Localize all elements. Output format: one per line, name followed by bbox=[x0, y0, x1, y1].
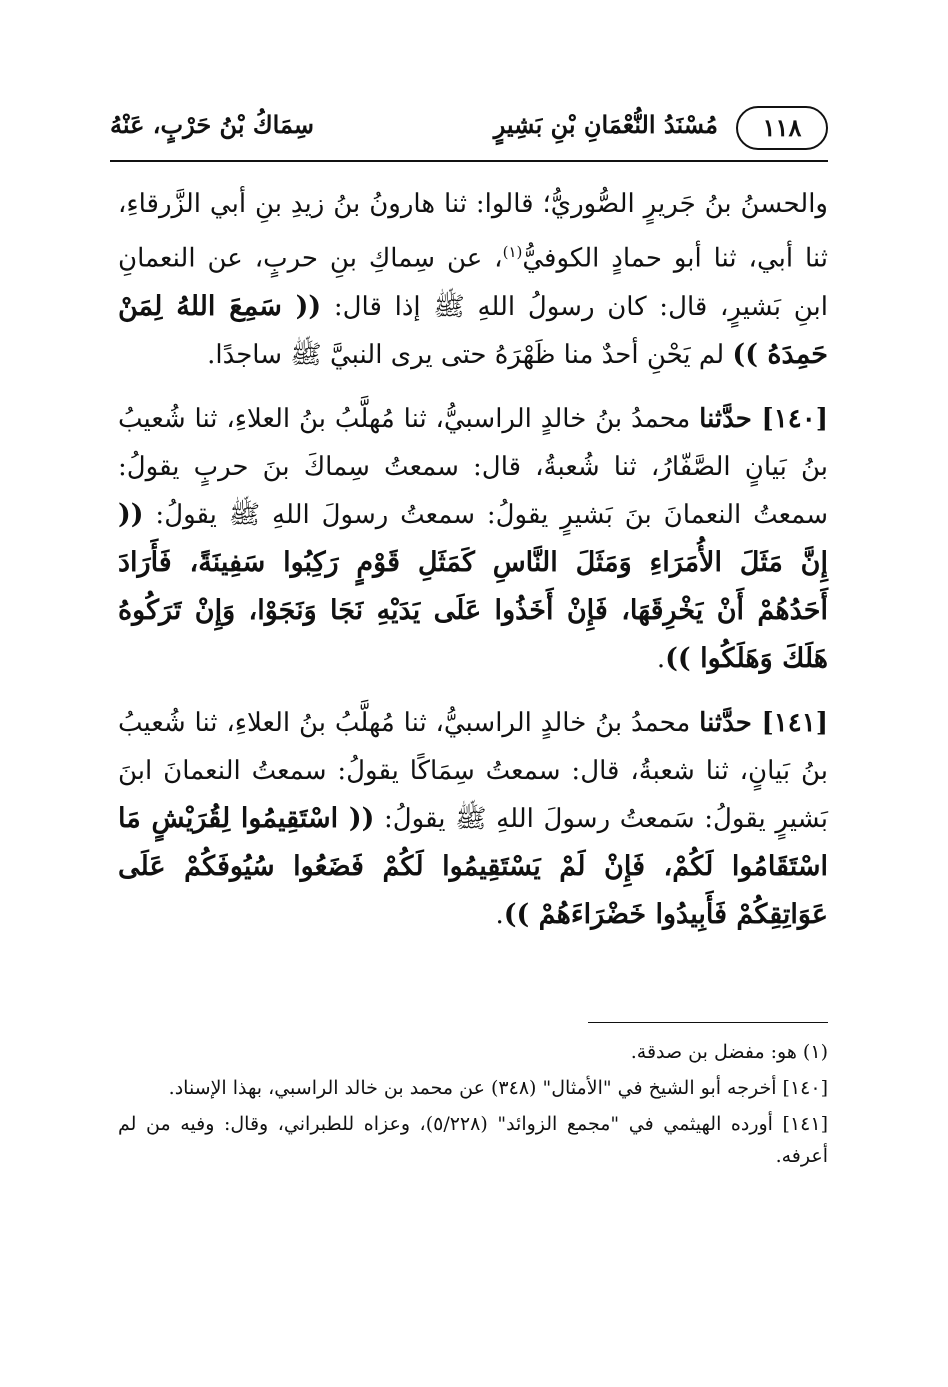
page-header bbox=[110, 100, 828, 156]
footnotes bbox=[118, 1036, 828, 1176]
footnote-marker: (١) bbox=[502, 243, 523, 261]
footnote-1: (١) هو: مفضل بن صدقة. bbox=[630, 1041, 828, 1063]
text-segment: والحسنُ بنُ جَريرٍ الصُّوريُّ؛ قالوا: ثنا هارونُ بنُ زيدِ بنِ أبي الزَّرقاءِ، ثنا أبي، ثنا أبو حمادٍ الكوفيُّ bbox=[118, 189, 829, 274]
paragraph-1 bbox=[118, 180, 828, 379]
header-divider bbox=[110, 160, 828, 162]
hadith-number: [١٤١] حدَّثنا bbox=[699, 707, 829, 738]
section-title: سِمَاكُ بْنُ حَرْبٍ، عَنْهُ bbox=[110, 110, 314, 139]
page-number: ١١٨ bbox=[736, 106, 828, 150]
text-segment: . bbox=[656, 643, 666, 674]
footnote-140: [١٤٠] أخرجه أبو الشيخ في "الأمثال" (٣٤٨) عن محمد بن خالد الراسبي، بهذا الإسناد. bbox=[168, 1077, 828, 1099]
paragraph-141 bbox=[118, 699, 828, 939]
text-segment: ، عن سِماكِ بنِ حربٍ، عن النعمانِ ابنِ بَشيرٍ، قال: كان رسولُ اللهِ ﷺ إذا قال: bbox=[118, 243, 828, 322]
footnote-divider bbox=[588, 1022, 828, 1023]
hadith-number: [١٤٠] حدَّثنا bbox=[699, 403, 829, 434]
hadith-quote: (( اسْتَقِيمُوا لِقُرَيْشٍ مَا اسْتَقَامُوا لَكُمْ، فَإِنْ لَمْ يَسْتَقِيمُوا لَكُمْ فَضَعُوا سُيُوفَكُمْ عَلَى عَوَاتِقِكُمْ فَأَبِيدُوا خَضْرَاءَهُمْ )) bbox=[118, 802, 828, 930]
footnote-141: [١٤١] أورده الهيثمي في "مجمع الزوائد" (٥/٢٢٨)، وعزاه للطبراني، وقال: وفيه من لم أعرفه. bbox=[118, 1113, 828, 1167]
isnad-text: محمدُ بنُ خالدٍ الراسبيُّ، ثنا مُهلَّبُ بنُ العلاءِ، ثنا شُعيبُ بنُ بَيانٍ الصَّفّارُ، ثنا شُعبةُ، قال: سمعتُ سِماكَ بنَ حربٍ يقولُ: سمعتُ النعمانَ بنَ بَشيرٍ يقولُ: سمعتُ رسولَ اللهِ ﷺ يقولُ: bbox=[118, 403, 828, 530]
text-segment: . bbox=[495, 899, 504, 930]
book-title: مُسْنَدُ النُّعْمَانِ بْنِ بَشِيرٍ bbox=[493, 110, 718, 139]
isnad-text: محمدُ بنُ خالدٍ الراسبيُّ، ثنا مُهلَّبُ بنُ العلاءِ، ثنا شُعيبُ بنُ بَيانٍ، ثنا شعبةُ، قال: سمعتُ سِمَاكًا يقولُ: سمعتُ النعمانَ ابنَ بَشيرٍ يقولُ: سَمعتُ رسولَ اللهِ ﷺ يقولُ: bbox=[118, 707, 828, 834]
hadith-quote: (( سَمِعَ اللهُ لِمَنْ حَمِدَهُ )) bbox=[118, 290, 828, 370]
paragraph-140 bbox=[118, 395, 828, 683]
text-segment: لم يَحْنِ أحدٌ منا ظَهْرَهُ حتى يرى النبيَّ ﷺ ساجدًا. bbox=[207, 339, 733, 370]
main-text bbox=[118, 180, 828, 955]
hadith-quote: (( إِنَّ مَثَلَ الأُمَرَاءِ وَمَثَلَ النَّاسِ كَمَثَلِ قَوْمٍ رَكِبُوا سَفِينَةً، فَأَرَادَ أَحَدُهُمْ أَنْ يَخْرِقَهَا، فَإِنْ أَخَذُوا عَلَى يَدَيْهِ نَجَا وَنَجَوْا، وَإِنْ تَرَكُوهُ هَلَكَ وَهَلَكُوا )) bbox=[118, 498, 828, 674]
